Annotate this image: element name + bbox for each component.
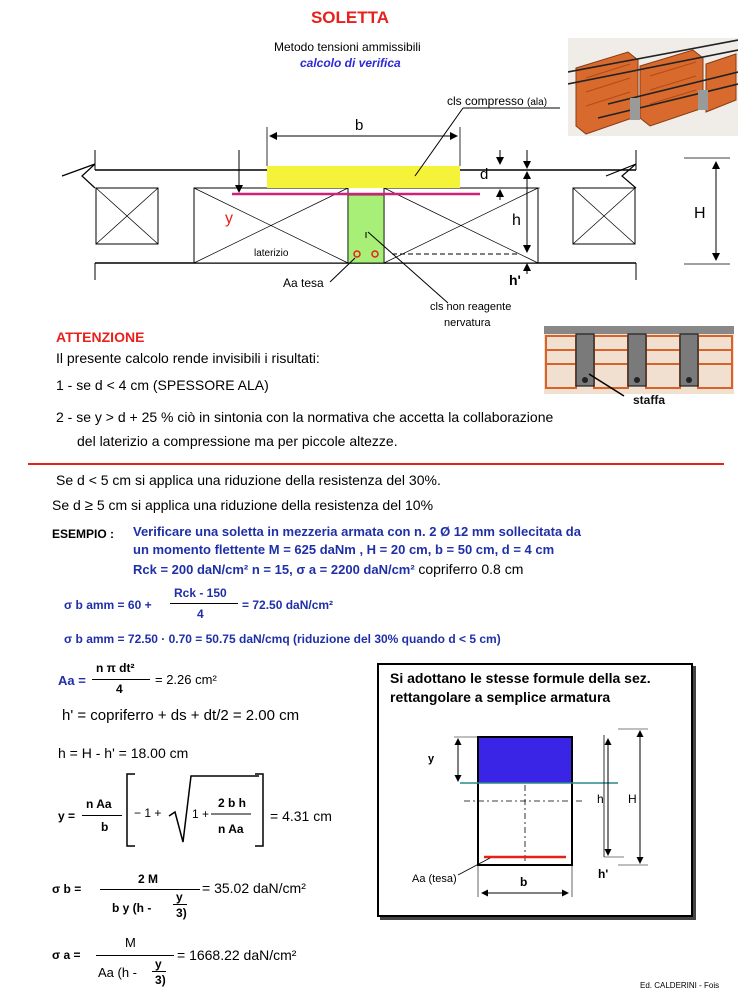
sbamm-result: = 72.50 daN/cm² xyxy=(242,598,334,612)
example-line1: Verificare una soletta in mezzeria armata con n. 2 Ø 12 mm sollecitata da xyxy=(133,524,581,539)
dim-H-label: H xyxy=(694,205,706,222)
aa-result: = 2.26 cm² xyxy=(155,672,217,687)
h-formula: h = H - h' = 18.00 cm xyxy=(58,745,189,761)
subtitle: Metodo tensioni ammissibili xyxy=(274,40,421,54)
dim-y-label: y xyxy=(225,210,233,227)
sa-label: σ a = xyxy=(52,948,81,962)
sb-den: b y (h - xyxy=(112,901,152,915)
sa-den-3: 3) xyxy=(155,973,166,987)
y-num: n Aa xyxy=(86,797,112,811)
sa-den-y: y xyxy=(155,957,162,971)
box-title-line2: rettangolare a semplice armatura xyxy=(390,689,611,705)
sbamm-den: 4 xyxy=(197,607,204,621)
aa-num: n π dt² xyxy=(96,661,135,675)
dim-b-label: b xyxy=(355,117,364,134)
aa-den: 4 xyxy=(116,682,123,696)
sbamm-reduced: σ b amm = 72.50 · 0.70 = 50.75 daN/cmq (riduzione del 30% quando d < 5 cm) xyxy=(64,632,501,646)
y-result: = 4.31 cm xyxy=(270,808,332,824)
dim-h-label: h xyxy=(512,212,521,229)
y-fraction-bar xyxy=(82,815,122,816)
y-one-plus: 1 + xyxy=(192,807,210,821)
note-line1: Il presente calcolo rende invisibili i risultati: xyxy=(56,350,320,366)
footer-credit: Ed. CALDERINI - Fois xyxy=(640,981,720,990)
box-h-label: h xyxy=(597,792,604,806)
sb-inner-bar xyxy=(173,904,187,905)
box-b-label: b xyxy=(520,875,528,889)
sb-result: = 35.02 daN/cm² xyxy=(202,880,306,896)
section-diagram xyxy=(0,0,747,330)
sbamm-num: Rck - 150 xyxy=(174,586,227,600)
y-inner-den: n Aa xyxy=(218,822,244,836)
aa-fraction-bar xyxy=(92,679,150,680)
box-aa-tesa-label: Aa (tesa) xyxy=(412,873,457,885)
example-label: ESEMPIO : xyxy=(52,527,115,541)
box-y-label: y xyxy=(428,753,435,765)
sa-inner-bar xyxy=(152,971,166,972)
page-title: SOLETTA xyxy=(310,8,390,27)
cls-non-reagente-label: cls non reagente xyxy=(430,301,512,313)
laterizio-label: laterizio xyxy=(254,248,289,259)
dim-d-label: d xyxy=(480,166,489,183)
sbamm-fraction-bar xyxy=(170,603,238,604)
box-hprime-label: h' xyxy=(598,867,609,881)
sb-label: σ b = xyxy=(52,882,82,896)
box-H-label: H xyxy=(628,792,637,806)
aa-label: Aa = xyxy=(58,673,86,688)
sa-result: = 1668.22 daN/cm² xyxy=(177,947,297,963)
y-den: b xyxy=(101,820,109,834)
sa-den: Aa (h - xyxy=(98,965,138,980)
y-inner-num: 2 b h xyxy=(218,796,247,810)
note-line4: del laterizio a compressione ma per piccole altezze. xyxy=(77,433,398,449)
hprime-formula: h' = copriferro + ds + dt/2 = 2.00 cm xyxy=(62,707,300,724)
rule-1: Se d < 5 cm si applica una riduzione della resistenza del 30%. xyxy=(56,472,441,488)
divider xyxy=(28,463,724,465)
y-label: y = xyxy=(58,809,76,823)
note-line2: 1 - se d < 4 cm (SPESSORE ALA) xyxy=(56,377,269,393)
rule-2: Se d ≥ 5 cm si applica una riduzione della resistenza del 10% xyxy=(52,497,434,514)
y-minus-one: − 1 + xyxy=(134,806,162,820)
box-title-line1: Si adottano le stesse formule della sez. xyxy=(390,670,651,686)
sbamm-label: σ b amm = 60 + xyxy=(64,598,152,612)
attenzione-heading: ATTENZIONE xyxy=(56,329,145,345)
example-line2: un momento flettente M = 625 daNm , H = 20 cm, b = 50 cm, d = 4 cm xyxy=(133,542,555,557)
nervatura-label: nervatura xyxy=(444,317,491,329)
cls-compresso-label: cls compresso (ala) xyxy=(447,94,548,108)
aa-tesa-label: Aa tesa xyxy=(283,276,324,290)
example-line3: Rck = 200 daN/cm² n = 15, σ a = 2200 daN/cm² copriferro 0.8 cm xyxy=(133,561,524,577)
sb-num: 2 M xyxy=(138,872,159,886)
sb-fraction-bar xyxy=(100,889,200,890)
note-line3: 2 - se y > d + 25 % ciò in sintonia con la normativa che accetta la collaborazione xyxy=(56,409,554,425)
sa-fraction-bar xyxy=(96,955,174,956)
sa-num: M xyxy=(125,935,136,950)
dim-hprime-label: h' xyxy=(509,272,521,288)
staffa-label: staffa xyxy=(633,393,666,407)
subtitle-verifica: calcolo di verifica xyxy=(300,56,401,70)
sb-den-3: 3) xyxy=(176,906,187,920)
sb-den-y: y xyxy=(176,890,183,904)
